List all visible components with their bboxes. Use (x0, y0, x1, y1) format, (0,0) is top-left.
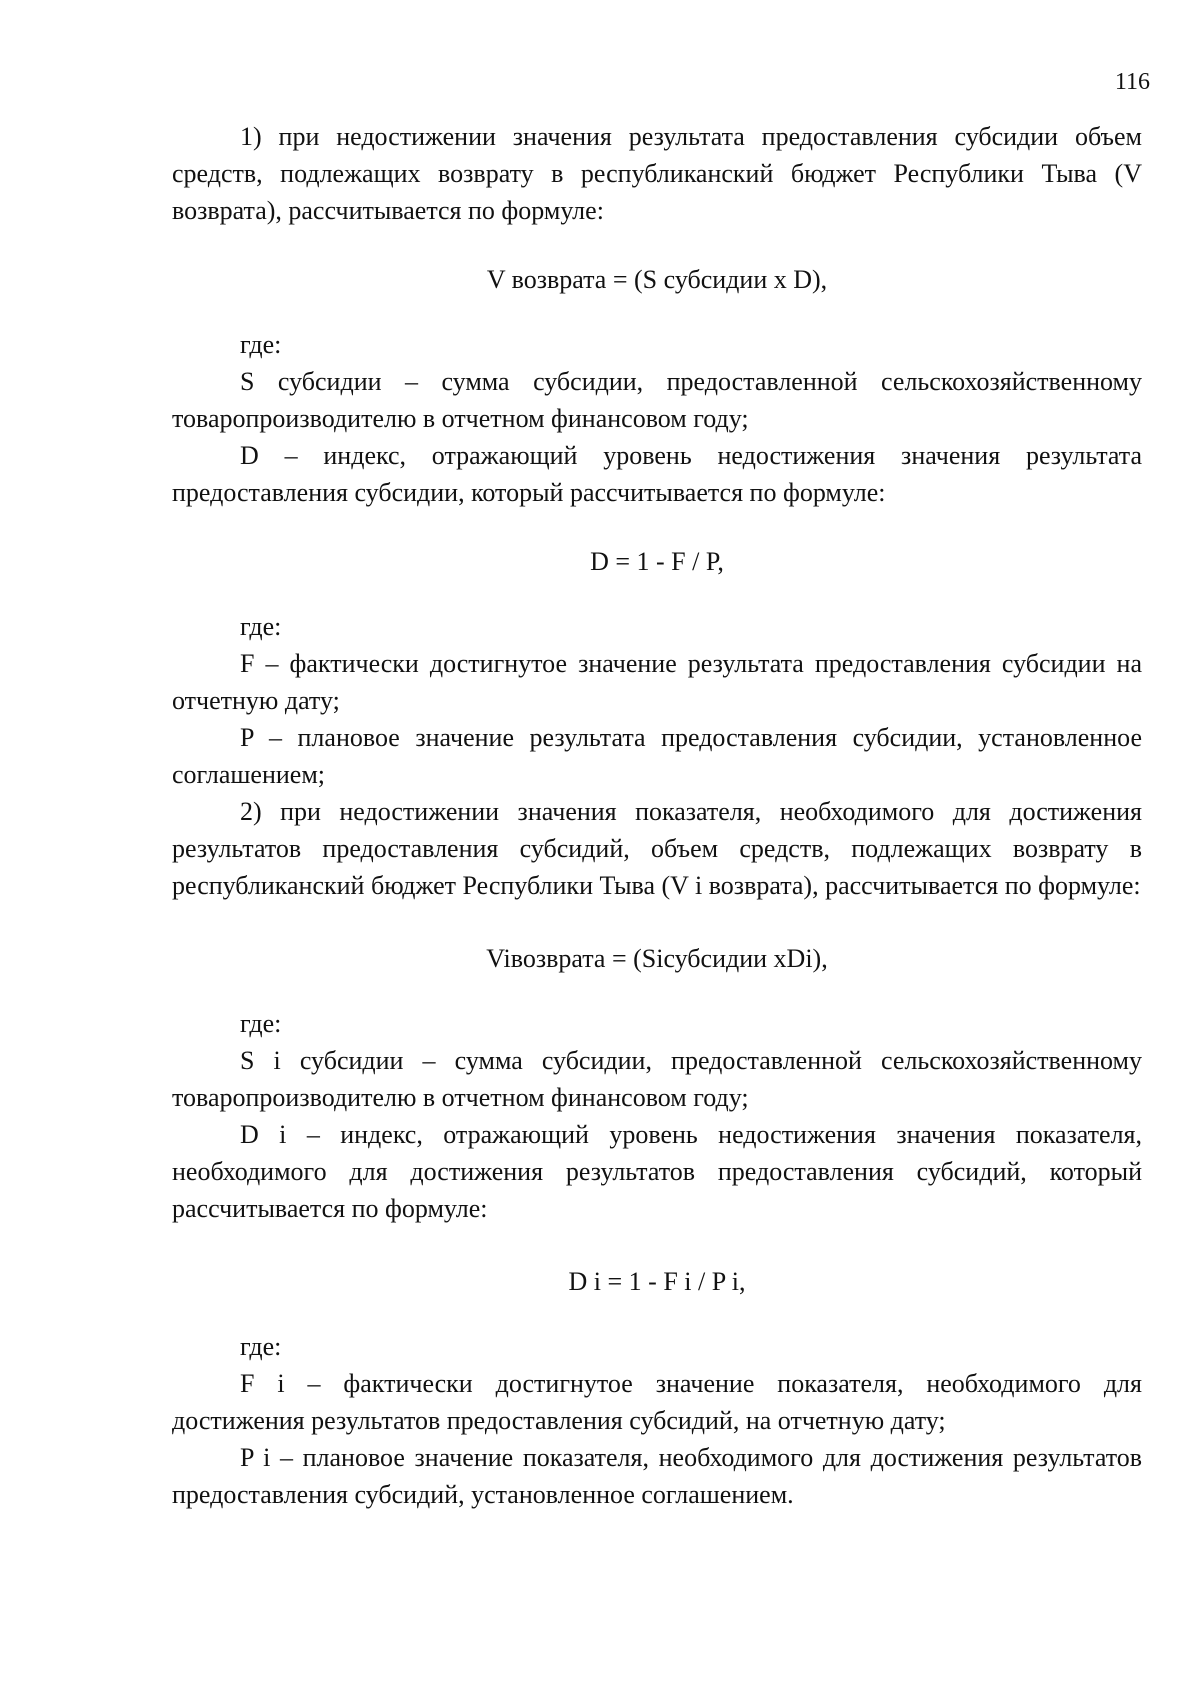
paragraph-2: 2) при недостижении значения показателя, необходимого для достижения результатов предоставления субсидий, объем средств, подлежащих возврату в республиканский бюджет Республики Тыва (V i возврата), рассчитывается по формуле: (172, 797, 1142, 900)
paragraph-d-index: D – индекс, отражающий уровень недостижения значения результата предоставления субсидии, который рассчитывается по формуле: (172, 441, 1142, 507)
paragraph-1: 1) при недостижении значения результата предоставления субсидии объем средств, подлежащих возврату в республиканский бюджет Республики Тыва (V возврата), рассчитывается по формуле: (172, 122, 1142, 225)
where-label-4: где: (240, 1332, 282, 1361)
where-label-2: где: (240, 612, 282, 641)
paragraph-fi-actual: F i – фактически достигнутое значение показателя, необходимого для достижения результатов предоставления субсидий, на отчетную дату; (172, 1369, 1142, 1435)
paragraph-s-subsidy: S субсидии – сумма субсидии, предоставленной сельскохозяйственному товаропроизводителю в отчетном финансовом году; (172, 367, 1142, 433)
page-number: 116 (1114, 69, 1150, 95)
paragraph-f-actual: F – фактически достигнутое значение результата предоставления субсидии на отчетную дату; (172, 649, 1142, 715)
formula-d: D = 1 - F / P, (590, 547, 724, 576)
formula-v-return: V возврата = (S субсидии x D), (486, 265, 828, 294)
where-label-1: где: (240, 330, 282, 359)
where-label-3: где: (240, 1009, 282, 1038)
document-body (172, 118, 1142, 1513)
formula-vi-return: Viвозврата = (Siсубсидии xDi), (486, 944, 828, 973)
paragraph-si-subsidy: S i субсидии – сумма субсидии, предоставленной сельскохозяйственному товаропроизводителю в отчетном финансовом году; (172, 1046, 1142, 1112)
paragraph-pi-planned: P i – плановое значение показателя, необходимого для достижения результатов предоставления субсидий, установленное соглашением. (172, 1443, 1142, 1509)
paragraph-p-planned: P – плановое значение результата предоставления субсидии, установленное соглашением; (172, 723, 1142, 789)
formula-di: D i = 1 - F i / P i, (568, 1267, 746, 1296)
paragraph-di-index: D i – индекс, отражающий уровень недостижения значения показателя, необходимого для достижения результатов предоставления субсидий, который рассчитывается по формуле: (172, 1120, 1142, 1223)
